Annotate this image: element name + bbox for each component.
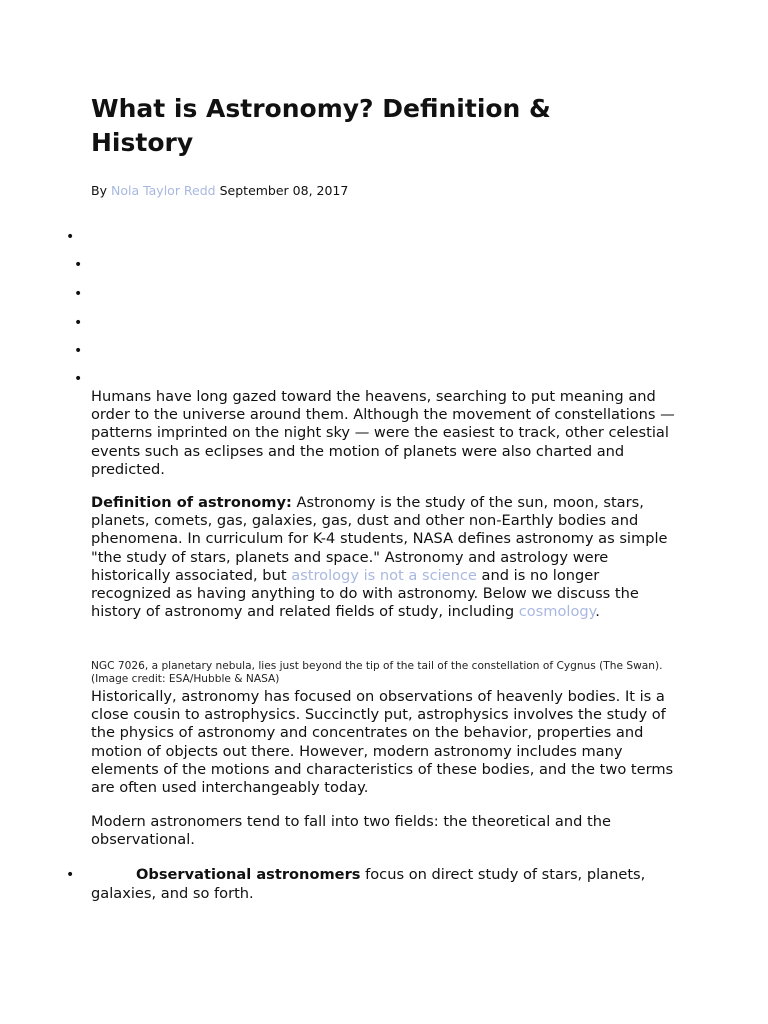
byline-prefix: By	[91, 183, 107, 198]
history-paragraph: Historically, astronomy has focused on observations of heavenly bodies. It is a close cousin to astrophysics. Succinctly put, astrophysics involves the study of the physics of astronomy and concentrates on the behavior, properties and motion of objects out there. However, modern astronomy includes many elements of the motions and characteristics of these bodies, and the two terms are often used interchangeably today.	[91, 688, 674, 797]
author-link[interactable]: Nola Taylor Redd	[110, 183, 216, 198]
byline	[91, 182, 348, 200]
definition-paragraph	[91, 494, 681, 621]
share-bullet-4: •	[74, 315, 83, 331]
observational-bullet: •	[66, 867, 75, 883]
share-bullet-3: •	[74, 286, 83, 302]
intro-paragraph: Humans have long gazed toward the heavens, searching to put meaning and order to the universe around them. Although the movement of constellations — patterns imprinted on the night sky — were the easiest to track, other celestial events such as eclipses and the motion of planets were also charted and predicted.	[91, 388, 675, 478]
observational-list-item	[91, 865, 681, 903]
share-bullet-5: •	[74, 343, 83, 359]
fields-intro-paragraph: Modern astronomers tend to fall into two fields: the theoretical and the observational.	[91, 813, 611, 849]
astrology-link[interactable]: astrology is not a science	[291, 566, 477, 584]
share-bullet-2: •	[74, 257, 83, 273]
cosmology-link[interactable]: cosmology	[518, 603, 596, 621]
share-bullet-1: •	[66, 229, 75, 245]
publish-date: September 08, 2017	[219, 183, 349, 198]
definition-text-1: Astronomy is the study of the sun, moon, stars, planets, comets, gas, galaxies, gas, dust and other non-Earthly bodies and phenomena. In curriculum for K-4 students, NASA defines astronomy as simple "the study of stars, planets and space." Astronomy and astrology were historically associated, but	[91, 494, 668, 584]
definition-label: Definition of astronomy:	[91, 494, 292, 511]
observational-label: Observational astronomers	[136, 866, 361, 883]
article-title: What is Astronomy? Definition & History	[91, 94, 551, 157]
definition-text-2: and is no longer recognized as having anything to do with astronomy. Below we discuss the history of astronomy and related fields of study, including	[91, 566, 639, 621]
image-caption: NGC 7026, a planetary nebula, lies just beyond the tip of the tail of the constellation of Cygnus (The Swan). (Image credit: ESA/Hubble & NASA)	[91, 660, 663, 685]
share-bullet-6: •	[74, 371, 83, 387]
definition-text-3: .	[595, 603, 600, 621]
observational-text: focus on direct study of stars, planets, galaxies, and so forth.	[91, 866, 646, 902]
